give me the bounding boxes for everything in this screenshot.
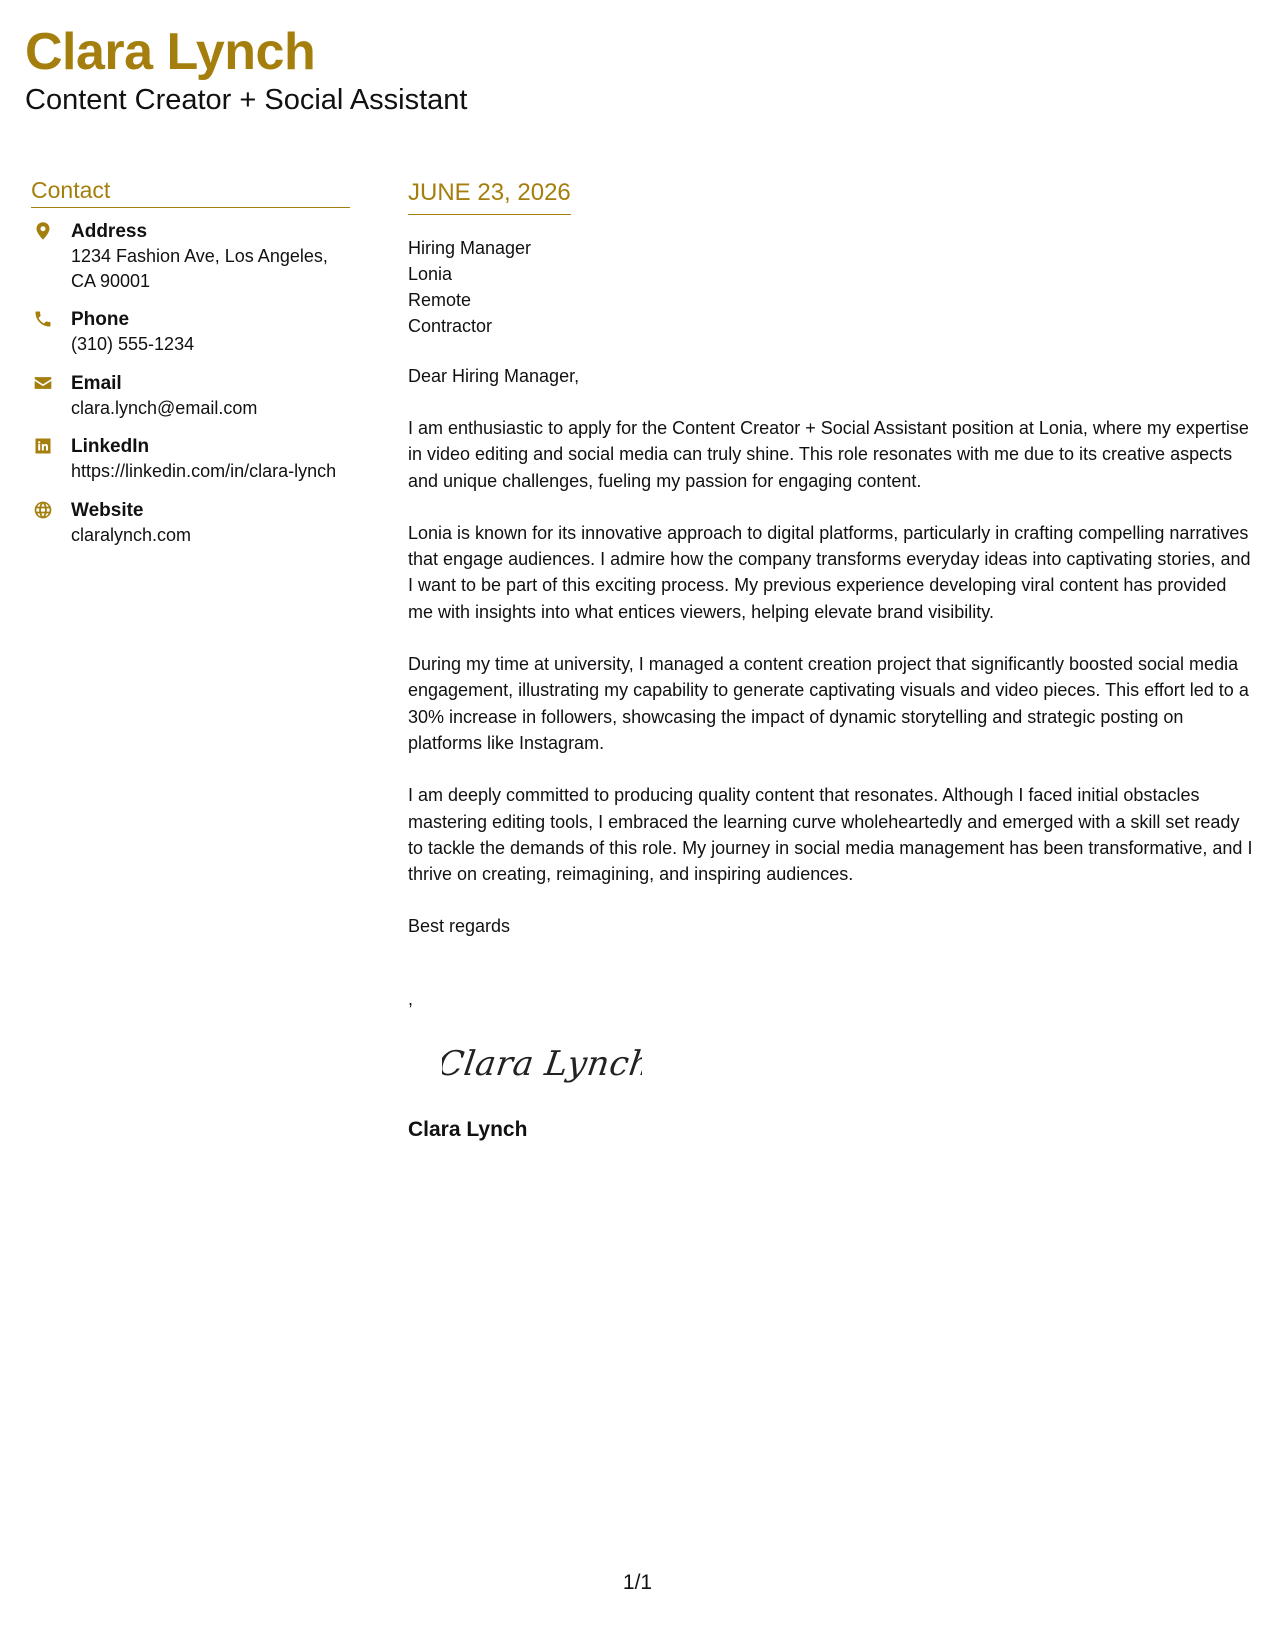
recipient-location: Remote [408,290,472,310]
recipient-block [408,235,1253,339]
contact-item-address [31,220,350,293]
handwritten-signature [442,1033,642,1093]
contact-item-linkedin [31,435,350,484]
job-title: Content Creator + Social Assistant [25,84,468,116]
svg-text:Clara Lynch: Clara Lynch [442,1044,642,1085]
envelope-icon [31,373,55,397]
contact-item-phone [31,308,350,357]
contact-item-website [31,499,350,548]
letter-paragraph: I am deeply committed to producing quality content that resonates. Although I faced initial obstacles mastering editing tools, I embraced the learning curve wholeheartedly and emerged with a skill set ready to tackle the demands of this role. My journey in social media management has been transformative, and I thrive on creating, reimagining, and inspiring audiences. [408,785,1253,885]
contact-heading: Contact [31,176,350,208]
map-pin-icon [31,221,55,245]
address-label: Address [71,221,148,242]
recipient-name: Hiring Manager [408,238,532,258]
contact-item-email [31,372,350,421]
website-label: Website [71,499,144,521]
globe-icon [31,500,55,524]
recipient-company: Lonia [408,264,453,284]
contact-sidebar [31,176,350,562]
letter-body [408,178,1253,1143]
phone-value: (310) 555-1234 [71,334,195,354]
letter-paragraph: Lonia is known for its innovative approach to digital platforms, particularly in crafting compelling narratives that engage audiences. I admire how the company transforms everyday ideas into captivating stories, and I want to be part of this exciting process. My previous experience developing viral content has provided me with insights into what entices viewers, helping elevate brand visibility. [408,522,1251,622]
signoff-name: Clara Lynch [408,1118,528,1142]
email-label: Email [71,372,122,394]
letter-date: JUNE 23, 2026 [408,178,571,215]
letter-paragraph: During my time at university, I managed a content creation project that significantly boosted social media engagement, illustrating my capability to generate captivating visuals and video pieces. This effort led to a 30% increase in followers, showcasing the impact of dynamic storytelling and strategic posting on platforms like Instagram. [408,654,1249,753]
salutation: Dear Hiring Manager, [408,366,580,386]
contact-list [31,220,350,547]
candidate-name: Clara Lynch [25,23,316,81]
letter-paragraph: I am enthusiastic to apply for the Content Creator + Social Assistant position at Lonia, where my expertise in video editing and social media can truly shine. This role resonates with me due to its creative aspects and unique challenges, fueling my passion for engaging content. [408,418,1249,491]
phone-icon [31,309,55,333]
email-value[interactable]: clara.lynch@email.com [71,397,258,418]
linkedin-label: LinkedIn [71,436,150,457]
website-value[interactable]: claralynch.com [71,524,192,545]
linkedin-value[interactable]: https://linkedin.com/in/clara-lynch [71,461,337,481]
linkedin-icon [31,436,55,460]
phone-label: Phone [71,309,130,330]
closing-comma: , [408,989,414,1010]
address-value: 1234 Fashion Ave, Los Angeles, CA 90001 [71,246,328,291]
recipient-employment-type: Contractor [408,316,493,336]
page-number: 1/1 [622,1571,653,1594]
closing: Best regards [408,916,511,937]
